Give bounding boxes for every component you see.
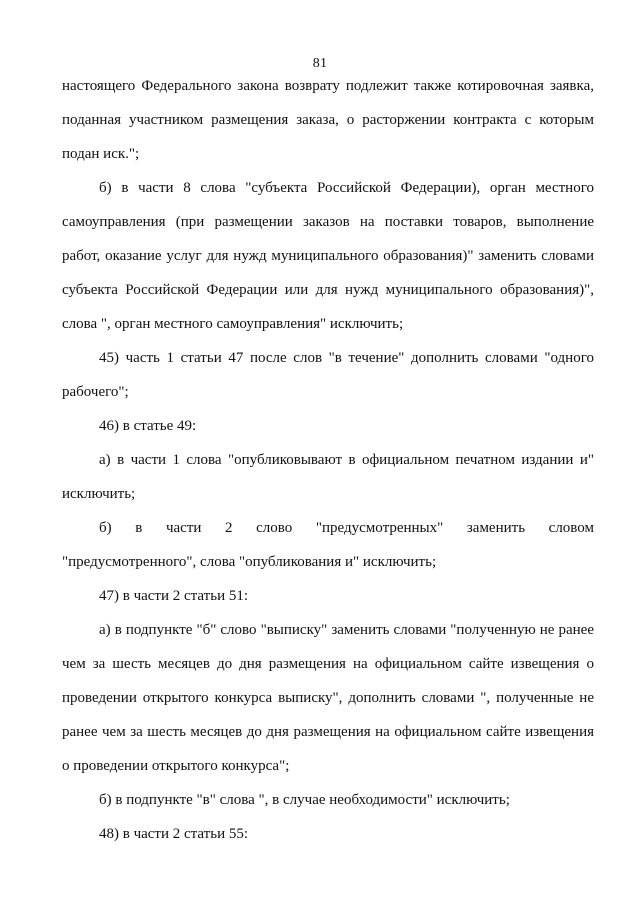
text-line: слова ", орган местного самоуправления" исключить; [62,316,404,332]
text-line: рабочего"; [62,384,129,400]
text-line: поданная участником размещения заказа, о расторжении контракта с которым [62,112,594,128]
text-line: самоуправления (при размещении заказов на поставки товаров, выполнение [62,214,594,230]
text-line: а) в части 1 слова "опубликовывают в официальном печатном издании и" [99,452,594,468]
page-number: 81 [312,56,328,71]
text-line: чем за шесть месяцев до дня размещения на официальном сайте извещения о [62,656,594,672]
text-line: работ, оказание услуг для нужд муниципального образования)" заменить словами [62,248,594,264]
text-line: о проведении открытого конкурса"; [62,758,290,774]
text-line: подан иск."; [62,146,140,162]
text-line: настоящего Федерального закона возврату подлежит также котировочная заявка, [62,78,594,94]
text-line: б) в части 2 слово "предусмотренных" заменить словом [99,520,594,536]
text-line: 45) часть 1 статьи 47 после слов "в течение" дополнить словами "одного [99,350,594,366]
text-line: а) в подпункте "б" слово "выписку" заменить словами "полученную не ранее [99,622,594,638]
text-line: проведении открытого конкурса выписку", дополнить словами ", полученные не [62,690,594,706]
text-line: ранее чем за шесть месяцев до дня размещения на официальном сайте извещения [62,724,594,740]
text-line: 46) в статье 49: [99,418,197,434]
text-line: б) в подпункте "в" слова ", в случае необходимости" исключить; [99,792,510,808]
text-line: 47) в части 2 статьи 51: [99,588,249,604]
text-line: субъекта Российской Федерации или для нужд муниципального образования)", [62,282,594,298]
text-line: "предусмотренного", слова "опубликования и" исключить; [62,554,437,570]
text-line: б) в части 8 слова "субъекта Российской Федерации), орган местного [99,180,594,196]
text-line: 48) в части 2 статьи 55: [99,826,249,842]
text-line: исключить; [62,486,136,502]
